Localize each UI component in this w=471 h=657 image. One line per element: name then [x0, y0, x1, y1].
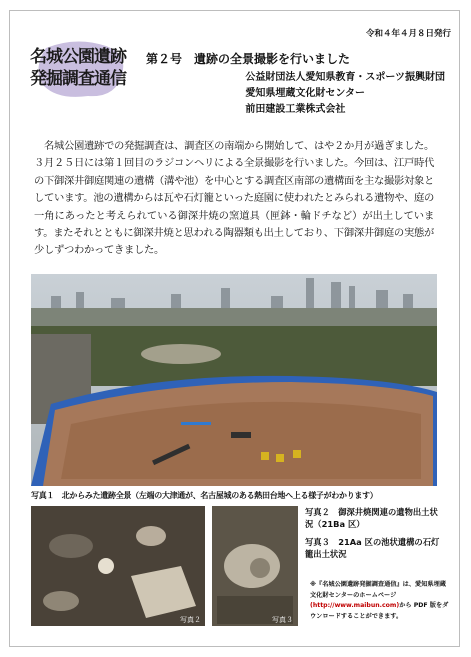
article-body: 名城公園遺跡での発掘調査は、調査区の南端から開始して、はや２か月が過ぎました。３月２５日には第１回目のラジコンヘリによる全景撮影を行いました。今回は、江戸時代の下御深井御庭関連の遺構（溝や池）を中心とする調査区南部の遺構面を主な撮影対象としています。池の遺構からは瓦や石灯籠といった庭園に使われたとみられる遺物や、庭の一角にあったと考えられている御深井焼の窯道具（匣鉢・輪ドチなど）が出土しています。またそれとともに御深井焼と思われる陶器類も出土しており、下御深井御庭の実態が少しずつわかってきました。: [34, 140, 434, 257]
logo-line-2: 発掘調査通信: [30, 69, 126, 89]
note-text-2: から PDF 版をダウンロードすることができます。: [310, 602, 449, 620]
website-link[interactable]: (http://www.maibun.com): [310, 602, 400, 609]
publisher-line-2: 愛知県埋蔵文化財センター: [245, 88, 365, 99]
stone-lantern-photo: [212, 506, 298, 626]
photo2-label: 写真２: [180, 616, 201, 624]
download-note: [310, 580, 450, 622]
issue-title: 遺跡の全景撮影を行いました: [194, 52, 351, 66]
photo2-caption: 写真２ 御深井焼関連の遺物出土状況（21Ba 区）: [305, 507, 438, 529]
photo3-caption: 写真３ 21Aa 区の池状遺構の石灯籠出土状況: [305, 537, 440, 559]
photo3-label: 写真３: [272, 616, 293, 624]
publisher-line-3: 前田建設工業株式会社: [245, 104, 346, 115]
logo-line-1: 名城公園遺跡: [30, 47, 126, 67]
issue-date: 令和４年４月８日発行: [365, 29, 451, 39]
photo1-caption: 写真１ 北からみた遺跡全景（左端の大津通が、名古屋城のある熱田台地へ上る様子がわかります）: [31, 491, 378, 500]
photo-captions: [305, 506, 445, 566]
publisher-line-1: 公益財団法人愛知県教育・スポーツ振興財団: [245, 72, 445, 83]
issue-number: 第２号: [146, 52, 183, 66]
artifact-photo: [31, 506, 205, 626]
issue-heading: [146, 50, 362, 67]
note-text-1: ※『名城公園遺跡発掘調査通信』は、愛知県埋蔵文化財センターのホームページ: [310, 581, 446, 599]
newsletter-logo: [30, 46, 126, 90]
publisher-block: [245, 70, 445, 118]
aerial-site-photo: [31, 274, 437, 486]
